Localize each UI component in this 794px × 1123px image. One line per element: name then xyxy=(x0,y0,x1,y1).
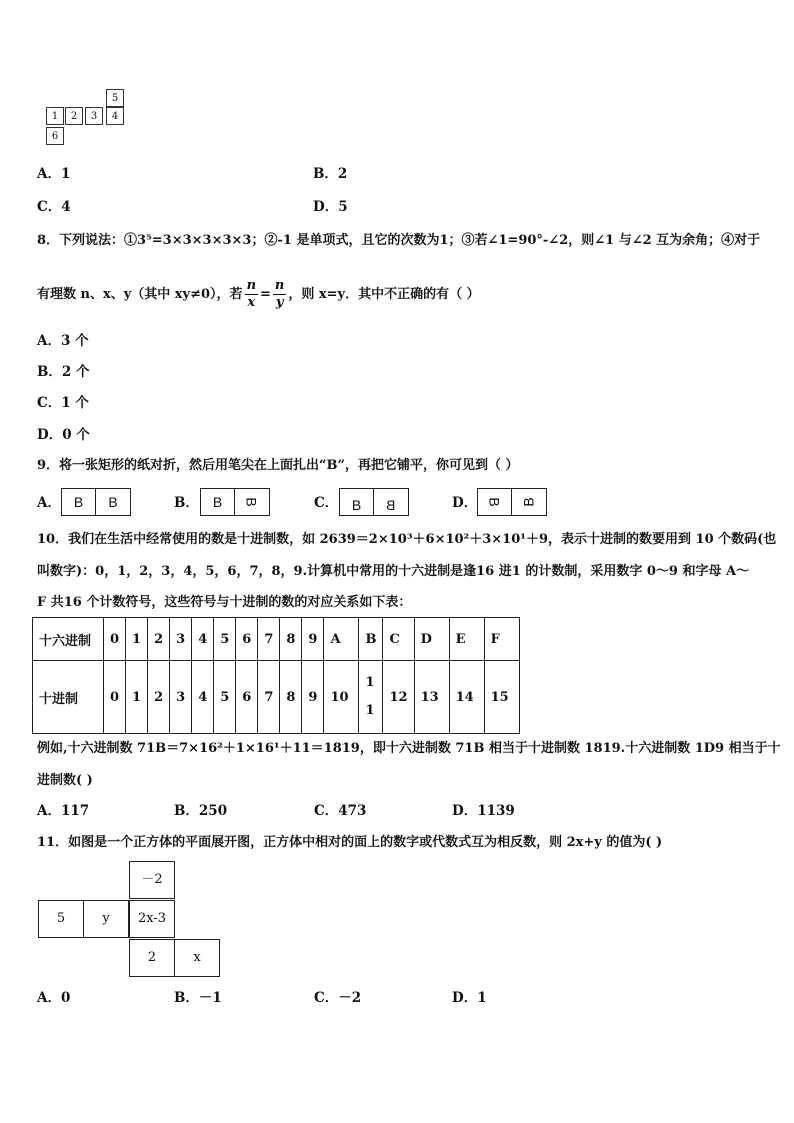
table-cell: 7 xyxy=(258,618,280,661)
q10-line3: F 共16 个计数符号，这些符号与十进制的数的对应关系如下表： xyxy=(37,595,412,610)
q9-option-b-paper xyxy=(200,488,270,516)
q10-line5: 进制数( ) xyxy=(37,773,93,788)
q9-option-d-paper xyxy=(477,488,547,516)
table-cell-header: 十六进制 xyxy=(33,618,104,661)
q8-option-a: A．3 个 xyxy=(37,333,89,349)
table-cell: 2 xyxy=(148,618,170,661)
q10-option-b: B．250 xyxy=(174,803,228,819)
table-cell: 1 xyxy=(126,661,148,734)
net-cell: 2 xyxy=(129,939,175,977)
letter-b: B xyxy=(73,494,84,510)
q9-option-c-label: C． xyxy=(314,495,339,511)
q7-option-c: C．4 xyxy=(37,199,71,215)
q7-option-b: B．2 xyxy=(313,166,348,182)
table-cell: 3 xyxy=(170,661,192,734)
q9-option-d-label: D． xyxy=(452,495,478,511)
q11-option-a: A．0 xyxy=(37,990,71,1006)
net-cell: 4 xyxy=(106,107,124,125)
q10-line1: 10．我们在生活中经常使用的数是十进制数，如 2639＝2×10³＋6×10²＋3×10¹＋9，表示十进制的数要用到 10 个数码(也 xyxy=(37,532,777,547)
table-cell: C xyxy=(383,618,414,661)
q10-line2: 叫数字)：0，1，2，3，4，5，6，7，8，9.计算机中常用的十六进制是逢16 进1 的计数制，采用数字 0～9 和字母 A～ xyxy=(37,564,750,579)
net-cell: 5 xyxy=(106,89,124,107)
table-cell: D xyxy=(414,618,449,661)
q9-text: 9．将一张矩形的纸对折，然后用笔尖在上面扎出“B”，再把它铺平，你可见到（ ） xyxy=(37,458,519,473)
table-cell: 4 xyxy=(192,618,214,661)
table-cell: 4 xyxy=(192,661,214,734)
q9-option-c-paper xyxy=(339,488,409,516)
q10-option-c: C．473 xyxy=(314,803,367,819)
table-cell: 5 xyxy=(214,661,236,734)
q11-text: 11．如图是一个正方体的平面展开图，正方体中相对的面上的数字或代数式互为相反数，则 2x+y 的值为( ) xyxy=(37,835,663,850)
fraction-denominator: y xyxy=(275,295,284,310)
net-cell: x xyxy=(174,939,220,977)
net-cell: 1 xyxy=(46,107,64,125)
q7-option-a: A．1 xyxy=(37,166,71,182)
hex-decimal-table xyxy=(32,617,520,734)
table-cell: 9 xyxy=(302,661,324,734)
net-cell: 2 xyxy=(65,107,83,125)
fraction-numerator: n xyxy=(274,278,285,293)
fraction-denominator: x xyxy=(247,295,256,310)
table-cell: 7 xyxy=(258,661,280,734)
table-cell: E xyxy=(449,618,484,661)
q8-fraction-n-x xyxy=(245,278,258,311)
table-cell: 8 xyxy=(280,661,302,734)
table-row-hex xyxy=(33,618,520,661)
table-cell: 5 xyxy=(214,618,236,661)
table-cell: 1 xyxy=(126,618,148,661)
table-cell: 6 xyxy=(236,618,258,661)
table-cell: 0 xyxy=(104,661,126,734)
q8-line2-b: ，则 x=y．其中不正确的有（ ） xyxy=(288,287,480,302)
table-cell: 10 xyxy=(324,661,359,734)
net-cell: 3 xyxy=(85,107,103,125)
table-cell: 6 xyxy=(236,661,258,734)
letter-b: B xyxy=(351,497,362,513)
fraction-numerator: n xyxy=(246,278,257,293)
letter-b: B xyxy=(108,494,118,510)
table-cell: 15 xyxy=(484,661,519,734)
table-cell: 13 xyxy=(414,661,449,734)
q10-option-a: A．117 xyxy=(37,803,90,819)
letter-b-mirrored: B xyxy=(386,497,396,513)
q9-option-a-paper xyxy=(61,488,131,516)
net-cell: 6 xyxy=(46,127,64,145)
letter-b-rotated: B xyxy=(244,497,260,507)
q8-fraction-n-y xyxy=(273,278,286,311)
letter-b-rotated: B xyxy=(486,497,503,507)
q8-line1: 8．下列说法：①3⁵=3×3×3×3×3；②-1 是单项式，且它的次数为1；③若∠1=90°-∠2，则∠1 与∠2 互为余角；④对于 xyxy=(37,233,761,248)
wrapped-digit: 1 xyxy=(365,703,375,718)
table-cell: F xyxy=(484,618,519,661)
table-cell-wrapped xyxy=(359,661,383,734)
letter-b: B xyxy=(212,494,223,510)
q9-option-b-label: B． xyxy=(174,495,199,511)
q11-option-c: C．－2 xyxy=(314,990,362,1006)
table-cell: 0 xyxy=(104,618,126,661)
q8-equals: = xyxy=(260,287,271,302)
table-cell: 2 xyxy=(148,661,170,734)
net-cell: 5 xyxy=(38,900,84,938)
table-cell-header: 十进制 xyxy=(33,661,104,734)
q10-line4: 例如,十六进制数 71B＝7×16²＋1×16¹＋11＝1819，即十六进制数 71B 相当于十进制数 1819.十六进制数 1D9 相当于十 xyxy=(37,741,781,756)
table-cell: 12 xyxy=(383,661,414,734)
q10-option-d: D．1139 xyxy=(452,803,515,819)
q8-option-b: B．2 个 xyxy=(37,364,90,380)
table-cell: 9 xyxy=(302,618,324,661)
q8-line2 xyxy=(37,278,480,311)
net-cell: －2 xyxy=(129,861,175,899)
table-cell: 8 xyxy=(280,618,302,661)
table-cell: B xyxy=(359,618,383,661)
table-row-decimal xyxy=(33,661,520,734)
wrapped-digit: 1 xyxy=(365,675,375,690)
letter-b-rotated: B xyxy=(521,497,537,507)
table-cell: 3 xyxy=(170,618,192,661)
net-cell: y xyxy=(83,900,129,938)
q11-option-b: B．－1 xyxy=(174,990,222,1006)
table-cell: A xyxy=(324,618,359,661)
q7-option-d: D．5 xyxy=(313,199,348,215)
q11-option-d: D．1 xyxy=(452,990,487,1006)
table-cell: 14 xyxy=(449,661,484,734)
q8-line2-a: 有理数 n、x、y（其中 xy≠0），若 xyxy=(37,287,243,302)
q8-option-d: D．0 个 xyxy=(37,427,90,443)
q9-option-a-label: A． xyxy=(37,495,61,511)
net-cell: 2x-3 xyxy=(129,900,175,938)
q8-option-c: C．1 个 xyxy=(37,395,89,411)
